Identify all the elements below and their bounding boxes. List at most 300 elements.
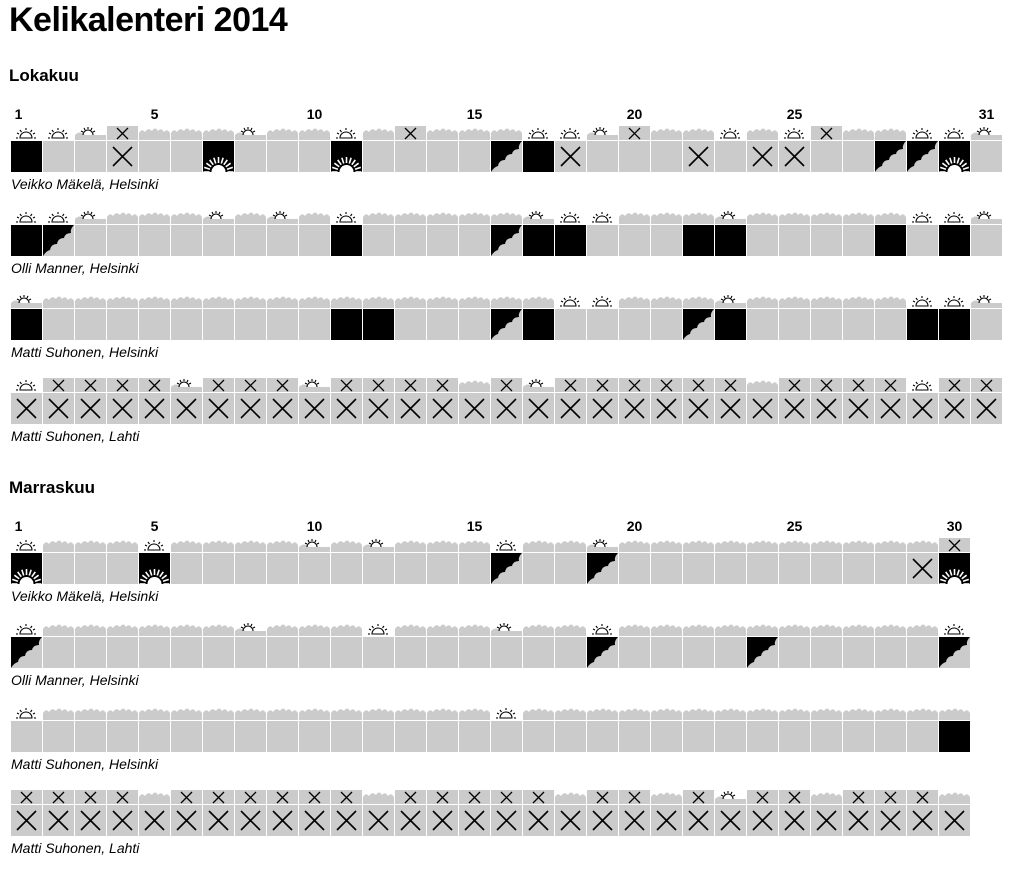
day-cell: [779, 378, 810, 425]
grey-cell: [619, 553, 650, 584]
day-cell: [363, 126, 394, 173]
cloud-scallop-icon: [171, 126, 202, 140]
cross-icon: [619, 393, 650, 424]
cloud-scallop-icon: [395, 706, 426, 720]
day-cell: [715, 538, 746, 585]
day-cell: [11, 210, 42, 257]
partial-sun-icon: [715, 790, 746, 804]
cross-icon: [107, 126, 138, 140]
grey-cell: [331, 553, 362, 584]
weather-row: [0, 126, 1013, 206]
cloud-scallop-icon: [811, 538, 842, 552]
cloud-scallop-icon: [427, 294, 458, 308]
cross-icon: [491, 805, 522, 836]
sun-icon: [11, 126, 42, 140]
day-cell: [43, 622, 74, 669]
day-cell: [235, 790, 266, 837]
cross-icon: [555, 141, 586, 172]
cross-icon: [11, 790, 42, 804]
grey-cell: [299, 225, 330, 256]
black-cell: [939, 309, 970, 340]
sun-icon: [43, 126, 74, 140]
day-cell: [715, 706, 746, 753]
weather-row: [0, 210, 1013, 290]
black-cell: [523, 225, 554, 256]
rising-sun-icon: [203, 141, 234, 172]
rising-sun-icon: [139, 553, 170, 584]
cross-icon: [651, 393, 682, 424]
partial-sun-icon: [523, 210, 554, 224]
grey-cell: [235, 141, 266, 172]
day-cell: [11, 706, 42, 753]
partial-sun-icon: [971, 294, 1002, 308]
day-cell: [43, 538, 74, 585]
cross-icon: [555, 393, 586, 424]
cloud-scallop-icon: [907, 538, 938, 552]
day-cell: [619, 538, 650, 585]
grey-cell: [331, 637, 362, 668]
day-cell: [75, 706, 106, 753]
sun-icon: [939, 622, 970, 636]
grey-cell: [843, 141, 874, 172]
day-cell: [139, 706, 170, 753]
grey-cell: [75, 637, 106, 668]
cloud-scallop-icon: [747, 706, 778, 720]
corner-cloud-icon: [491, 141, 522, 172]
cross-icon: [363, 805, 394, 836]
day-cell: [651, 622, 682, 669]
day-cell: [843, 210, 874, 257]
grey-cell: [619, 721, 650, 752]
rising-sun-icon: [939, 141, 970, 172]
black-cell: [523, 309, 554, 340]
sun-icon: [11, 706, 42, 720]
cloud-scallop-icon: [139, 210, 170, 224]
day-cell: [523, 210, 554, 257]
cross-icon: [331, 805, 362, 836]
cloud-scallop-icon: [779, 706, 810, 720]
cloud-scallop-icon: [843, 706, 874, 720]
day-cell: [587, 706, 618, 753]
day-number: 20: [626, 518, 643, 534]
cross-icon: [363, 393, 394, 424]
day-cell: [235, 622, 266, 669]
cloud-scallop-icon: [875, 538, 906, 552]
cloud-scallop-icon: [715, 538, 746, 552]
cloud-scallop-icon: [139, 790, 170, 804]
cross-icon: [843, 805, 874, 836]
day-cell: [843, 126, 874, 173]
cloud-scallop-icon: [459, 538, 490, 552]
day-cell: [587, 294, 618, 341]
grey-cell: [747, 309, 778, 340]
cloud-scallop-icon: [619, 294, 650, 308]
day-cell: [971, 210, 1002, 257]
day-cell: [747, 294, 778, 341]
day-cell: [395, 790, 426, 837]
cloud-scallop-icon: [171, 294, 202, 308]
black-cell: [939, 721, 970, 752]
cross-icon: [907, 553, 938, 584]
cloud-scallop-icon: [523, 538, 554, 552]
cloud-scallop-icon: [651, 538, 682, 552]
day-cell: [523, 126, 554, 173]
cross-icon: [907, 790, 938, 804]
day-cell: [875, 790, 906, 837]
cross-icon: [235, 790, 266, 804]
grey-cell: [43, 309, 74, 340]
sun-icon: [523, 126, 554, 140]
cross-icon: [267, 393, 298, 424]
day-cell: [779, 294, 810, 341]
cloud-scallop-icon: [331, 706, 362, 720]
day-cell: [619, 622, 650, 669]
day-cell: [139, 538, 170, 585]
grey-cell: [491, 721, 522, 752]
grey-cell: [75, 225, 106, 256]
sun-icon: [587, 294, 618, 308]
cross-icon: [299, 393, 330, 424]
cloud-scallop-icon: [363, 790, 394, 804]
day-cell: [331, 294, 362, 341]
cross-icon: [907, 805, 938, 836]
day-cell: [363, 622, 394, 669]
grey-cell: [43, 721, 74, 752]
cloud-scallop-icon: [235, 210, 266, 224]
grey-cell: [363, 225, 394, 256]
day-cell: [107, 706, 138, 753]
grey-cell: [427, 721, 458, 752]
cross-icon: [395, 805, 426, 836]
day-cell: [139, 790, 170, 837]
cross-icon: [75, 393, 106, 424]
grey-cell: [651, 141, 682, 172]
grey-cell: [747, 225, 778, 256]
day-cell: [875, 294, 906, 341]
cloud-scallop-icon: [299, 126, 330, 140]
cloud-scallop-icon: [619, 622, 650, 636]
cloud-scallop-icon: [427, 706, 458, 720]
grey-cell: [459, 553, 490, 584]
grey-cell: [907, 721, 938, 752]
grey-cell: [651, 637, 682, 668]
sun-icon: [43, 210, 74, 224]
cross-icon: [843, 393, 874, 424]
corner-cloud-icon: [491, 225, 522, 256]
day-cell: [747, 790, 778, 837]
corner-cloud-icon: [11, 637, 42, 668]
cloud-scallop-icon: [299, 706, 330, 720]
grey-cell: [747, 721, 778, 752]
day-cell: [715, 378, 746, 425]
observer-caption: Olli Manner, Helsinki: [11, 260, 139, 276]
grey-cell: [587, 141, 618, 172]
day-cell: [779, 126, 810, 173]
day-cell: [235, 538, 266, 585]
day-cell: [907, 706, 938, 753]
day-cell: [107, 622, 138, 669]
day-number: 15: [466, 518, 483, 534]
cross-icon: [459, 790, 490, 804]
day-cell: [427, 294, 458, 341]
observer-caption: Olli Manner, Helsinki: [11, 672, 139, 688]
day-cell: [43, 210, 74, 257]
black-cell: [715, 225, 746, 256]
cloud-scallop-icon: [747, 538, 778, 552]
cloud-scallop-icon: [75, 294, 106, 308]
grey-cell: [651, 721, 682, 752]
cloud-scallop-icon: [427, 622, 458, 636]
day-cell: [427, 378, 458, 425]
day-cell: [491, 126, 522, 173]
grey-cell: [715, 721, 746, 752]
cross-icon: [395, 378, 426, 392]
day-cell: [459, 538, 490, 585]
cloud-scallop-icon: [267, 622, 298, 636]
day-cell: [875, 210, 906, 257]
sun-icon: [939, 126, 970, 140]
grey-cell: [587, 309, 618, 340]
cloud-scallop-icon: [203, 538, 234, 552]
partial-sun-icon: [715, 294, 746, 308]
day-cell: [427, 790, 458, 837]
cross-icon: [139, 805, 170, 836]
cross-icon: [747, 805, 778, 836]
cloud-scallop-icon: [427, 210, 458, 224]
day-cell: [619, 210, 650, 257]
rising-sun-icon: [939, 553, 970, 584]
sun-icon: [555, 210, 586, 224]
cloud-scallop-icon: [203, 622, 234, 636]
grey-cell: [779, 309, 810, 340]
grey-cell: [331, 721, 362, 752]
weather-row: [0, 538, 1013, 618]
black-cell: [363, 309, 394, 340]
corner-cloud-icon: [491, 309, 522, 340]
cross-icon: [427, 378, 458, 392]
cloud-scallop-icon: [747, 294, 778, 308]
sun-icon: [11, 378, 42, 392]
cross-icon: [203, 805, 234, 836]
cloud-scallop-icon: [299, 622, 330, 636]
grey-cell: [651, 309, 682, 340]
cross-icon: [651, 805, 682, 836]
day-cell: [331, 378, 362, 425]
grey-cell: [139, 225, 170, 256]
grey-cell: [139, 309, 170, 340]
cloud-scallop-icon: [779, 622, 810, 636]
day-cell: [811, 126, 842, 173]
cross-icon: [683, 141, 714, 172]
day-number: 10: [306, 518, 323, 534]
cross-icon: [491, 393, 522, 424]
cloud-scallop-icon: [747, 378, 778, 392]
day-cell: [651, 790, 682, 837]
day-cell: [395, 294, 426, 341]
sun-icon: [555, 294, 586, 308]
day-cell: [491, 706, 522, 753]
grey-cell: [43, 141, 74, 172]
grey-cell: [11, 721, 42, 752]
cloud-scallop-icon: [587, 706, 618, 720]
cloud-scallop-icon: [683, 706, 714, 720]
cross-icon: [107, 805, 138, 836]
grey-cell: [235, 721, 266, 752]
grey-cell: [683, 721, 714, 752]
cross-icon: [587, 805, 618, 836]
month-title: Marraskuu: [9, 478, 95, 497]
cross-icon: [299, 805, 330, 836]
cloud-scallop-icon: [395, 210, 426, 224]
day-cell: [427, 210, 458, 257]
cross-icon: [619, 790, 650, 804]
grey-cell: [587, 721, 618, 752]
cross-icon: [715, 378, 746, 392]
black-cell: [11, 141, 42, 172]
grey-cell: [843, 637, 874, 668]
day-cell: [299, 210, 330, 257]
cloud-scallop-icon: [427, 126, 458, 140]
day-cell: [11, 126, 42, 173]
cloud-scallop-icon: [363, 706, 394, 720]
day-cell: [139, 294, 170, 341]
grey-cell: [555, 553, 586, 584]
day-cell: [299, 126, 330, 173]
day-cell: [939, 210, 970, 257]
day-cell: [427, 622, 458, 669]
grey-cell: [107, 637, 138, 668]
grey-cell: [299, 309, 330, 340]
day-cell: [939, 126, 970, 173]
cross-icon: [43, 393, 74, 424]
cross-icon: [235, 805, 266, 836]
day-cell: [299, 538, 330, 585]
day-cell: [75, 622, 106, 669]
day-cell: [523, 622, 554, 669]
grey-cell: [843, 553, 874, 584]
weather-row: [0, 294, 1013, 374]
cloud-scallop-icon: [747, 622, 778, 636]
day-cell: [587, 210, 618, 257]
day-cell: [235, 210, 266, 257]
cross-icon: [811, 805, 842, 836]
day-cell: [971, 126, 1002, 173]
day-cell: [939, 706, 970, 753]
day-cell: [459, 294, 490, 341]
day-cell: [171, 538, 202, 585]
day-cell: [43, 378, 74, 425]
day-number: 30: [946, 518, 963, 534]
cross-icon: [491, 378, 522, 392]
day-cell: [139, 378, 170, 425]
cross-icon: [203, 378, 234, 392]
sun-icon: [139, 538, 170, 552]
day-cell: [683, 378, 714, 425]
cross-icon: [747, 790, 778, 804]
grey-cell: [299, 637, 330, 668]
partial-sun-icon: [299, 378, 330, 392]
sun-icon: [587, 210, 618, 224]
grey-cell: [43, 637, 74, 668]
day-cell: [395, 538, 426, 585]
grey-cell: [875, 721, 906, 752]
partial-sun-icon: [715, 210, 746, 224]
day-cell: [715, 790, 746, 837]
cloud-scallop-icon: [331, 538, 362, 552]
day-cell: [555, 790, 586, 837]
day-cell: [203, 538, 234, 585]
cross-icon: [267, 790, 298, 804]
cloud-scallop-icon: [43, 706, 74, 720]
cross-icon: [267, 805, 298, 836]
cloud-scallop-icon: [875, 706, 906, 720]
cross-icon: [939, 393, 970, 424]
day-cell: [331, 790, 362, 837]
grey-cell: [459, 721, 490, 752]
day-number: 31: [978, 106, 995, 122]
day-cell: [971, 378, 1002, 425]
day-cell: [267, 378, 298, 425]
grey-cell: [811, 721, 842, 752]
grey-cell: [715, 637, 746, 668]
day-cell: [939, 622, 970, 669]
grey-cell: [299, 141, 330, 172]
observer-caption: Matti Suhonen, Helsinki: [11, 344, 159, 360]
partial-sun-icon: [75, 126, 106, 140]
day-cell: [555, 622, 586, 669]
cross-icon: [75, 790, 106, 804]
day-cell: [523, 378, 554, 425]
partial-sun-icon: [523, 378, 554, 392]
black-cell: [331, 225, 362, 256]
day-number: 5: [150, 106, 159, 122]
grey-cell: [363, 637, 394, 668]
day-cell: [491, 538, 522, 585]
grey-cell: [811, 141, 842, 172]
cross-icon: [139, 378, 170, 392]
cloud-scallop-icon: [43, 538, 74, 552]
day-cell: [331, 706, 362, 753]
grey-cell: [395, 225, 426, 256]
cloud-scallop-icon: [267, 706, 298, 720]
cloud-scallop-icon: [843, 294, 874, 308]
cloud-scallop-icon: [651, 210, 682, 224]
cross-icon: [523, 393, 554, 424]
day-cell: [459, 622, 490, 669]
cross-icon: [747, 393, 778, 424]
grey-cell: [907, 637, 938, 668]
cross-icon: [75, 378, 106, 392]
day-cell: [267, 126, 298, 173]
day-cell: [459, 706, 490, 753]
day-cell: [459, 210, 490, 257]
corner-cloud-icon: [587, 637, 618, 668]
day-cell: [651, 378, 682, 425]
partial-sun-icon: [363, 538, 394, 552]
cross-icon: [875, 805, 906, 836]
cross-icon: [587, 393, 618, 424]
day-cell: [491, 622, 522, 669]
cloud-scallop-icon: [843, 622, 874, 636]
sun-icon: [11, 210, 42, 224]
cloud-scallop-icon: [203, 706, 234, 720]
observer-caption: Matti Suhonen, Lahti: [11, 840, 140, 856]
partial-sun-icon: [971, 126, 1002, 140]
sun-icon: [491, 706, 522, 720]
cross-icon: [811, 126, 842, 140]
day-cell: [875, 706, 906, 753]
grey-cell: [395, 721, 426, 752]
